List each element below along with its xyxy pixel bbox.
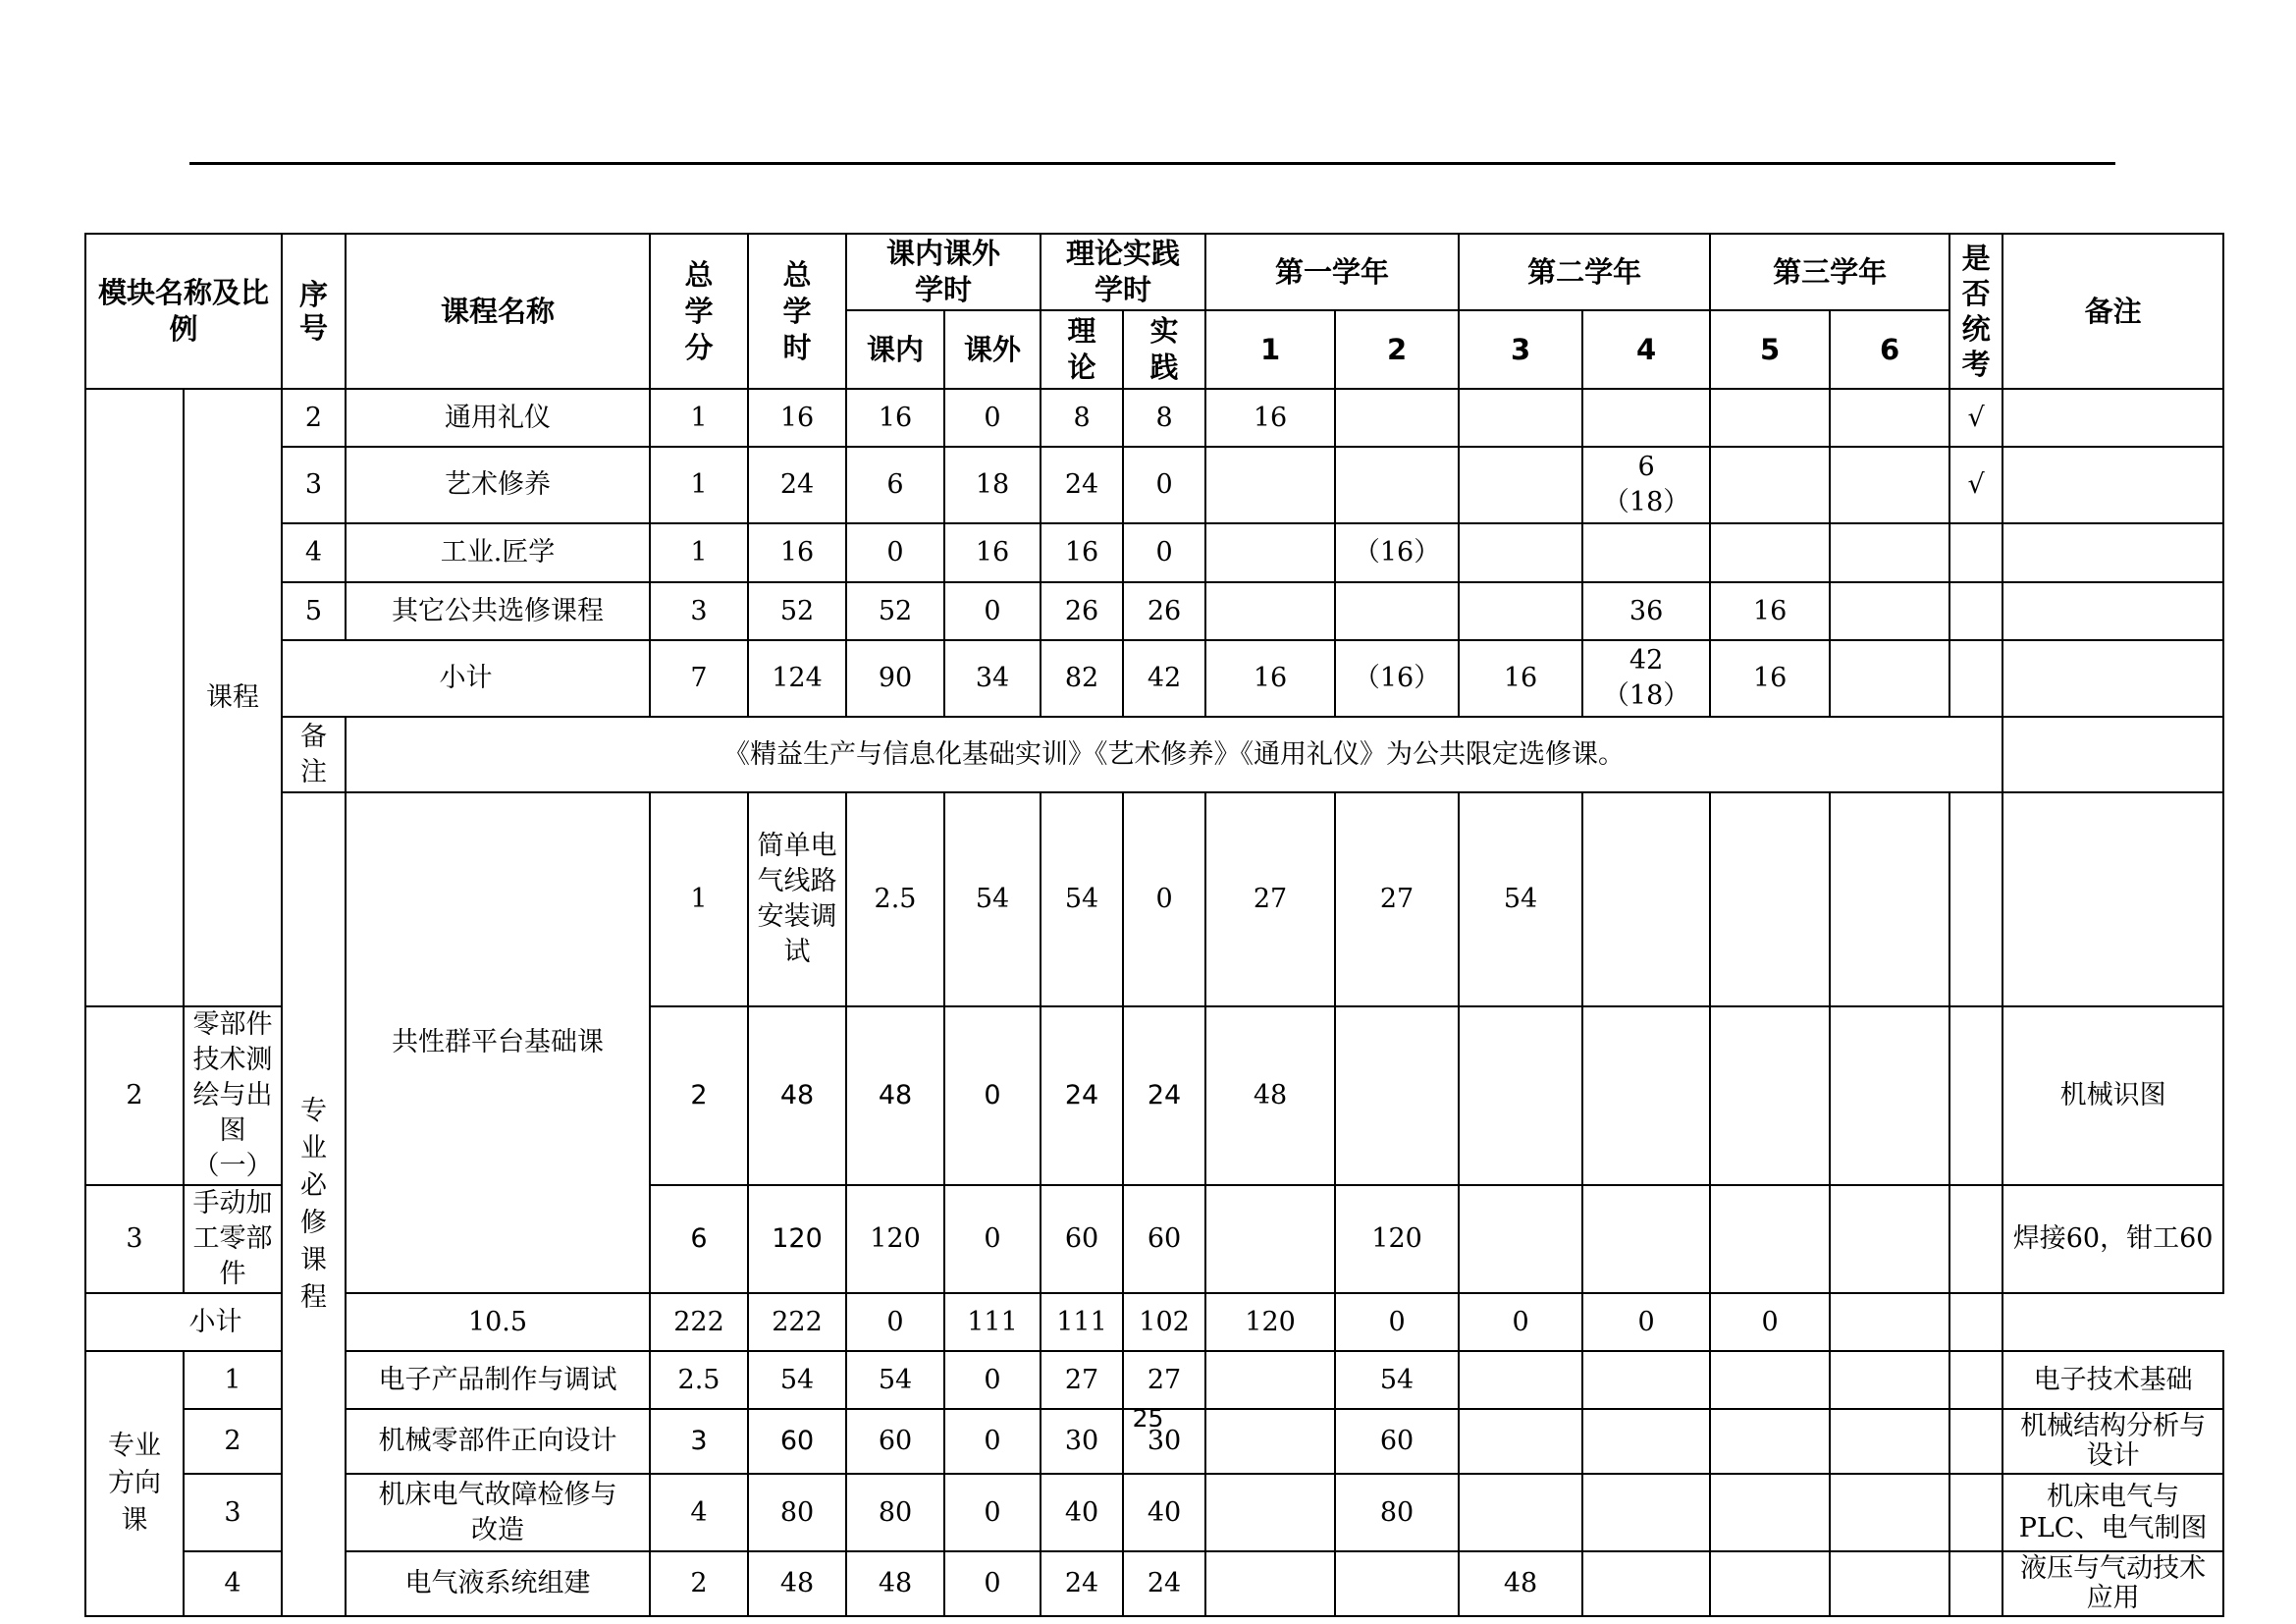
remark-label: 备注 (282, 717, 346, 792)
table-row (85, 1474, 2223, 1551)
header-total-credits: 总学分 (650, 234, 748, 389)
sem5-cell (1710, 1474, 1830, 1551)
out-class-cell: 0 (944, 1351, 1041, 1409)
course-name-cell: 通用礼仪 (346, 389, 650, 447)
in-class-cell: 48 (846, 1551, 944, 1616)
sem2-cell: （16） (1335, 523, 1459, 582)
note-line-1: 机床电气与 (2047, 1481, 2180, 1512)
hours-cell: 48 (748, 1006, 846, 1185)
note-cell (2002, 640, 2223, 717)
sem1-cell (1205, 447, 1335, 523)
sem5-cell (1710, 523, 1830, 582)
exam-cell (1949, 1351, 2002, 1409)
theory-cell: 24 (1041, 1006, 1123, 1185)
note-cell (2002, 389, 2223, 447)
theory-cell: 16 (1041, 523, 1123, 582)
seq-cell: 4 (184, 1551, 282, 1616)
in-class-cell: 80 (846, 1474, 944, 1551)
note-line-2: PLC、电气制图 (2018, 1512, 2208, 1543)
course-name-cell: 机械零部件正向设计 (346, 1409, 650, 1474)
seq-cell: 3 (85, 1185, 184, 1293)
in-class-cell: 6 (846, 447, 944, 523)
sem4-value: 6 (1637, 452, 1655, 482)
sem1-cell: 16 (1205, 389, 1335, 447)
sem3-cell (1459, 1351, 1582, 1409)
note-cell (2002, 1474, 2223, 1551)
hours-cell: 222 (650, 1293, 748, 1351)
subtotal-label: 小计 (282, 640, 650, 717)
sem1-cell (1205, 1351, 1335, 1409)
exam-cell (1830, 1293, 1949, 1351)
credits-cell: 1 (650, 447, 748, 523)
in-class-cell: 54 (1041, 792, 1123, 1006)
subtotal-row (85, 1293, 2223, 1351)
credits-cell: 7 (650, 640, 748, 717)
course-name-line-1: 零部件技术测绘与出 (192, 1009, 273, 1110)
hours-cell: 16 (748, 523, 846, 582)
out-class-cell: 0 (944, 582, 1041, 640)
credits-cell: 2 (650, 1006, 748, 1185)
course-name-cell: 工业.匠学 (346, 523, 650, 582)
theory-cell: 40 (1041, 1474, 1123, 1551)
out-class-cell: 0 (944, 1185, 1041, 1293)
sem1-cell (1205, 523, 1335, 582)
exam-cell (1949, 582, 2002, 640)
out-class-cell: 18 (944, 447, 1041, 523)
subtotal-label: 小计 (85, 1293, 346, 1351)
course-name-line-2: 改造 (471, 1514, 525, 1545)
header-out-class: 课外 (944, 310, 1041, 389)
theory-cell: 8 (1041, 389, 1123, 447)
header-sem3: 3 (1459, 310, 1582, 389)
practice-cell: 24 (1123, 1551, 1205, 1616)
in-class-cell: 222 (748, 1293, 846, 1351)
header-module: 模块名称及比例 (85, 234, 282, 389)
note-line-1: 机械结构分析与 (2020, 1411, 2207, 1441)
sem4-cell (1582, 1474, 1710, 1551)
sem4-cell (1582, 1006, 1710, 1185)
table-row (85, 523, 2223, 582)
course-name-cell: 手动加工零部件 (184, 1185, 282, 1293)
sem4-cell (1830, 792, 1949, 1006)
table-row (85, 582, 2223, 640)
sem4-cell: 0 (1459, 1293, 1582, 1351)
theory-cell: 60 (1041, 1185, 1123, 1293)
sem4-cell (1582, 523, 1710, 582)
sem2-cell (1335, 389, 1459, 447)
sem5-cell (1710, 1185, 1830, 1293)
practice-cell: 24 (1123, 1006, 1205, 1185)
credits-cell: 3 (650, 1409, 748, 1474)
category-cell: 课程 (184, 389, 282, 1006)
sem5-cell (1710, 1551, 1830, 1616)
sem6-cell (1830, 1474, 1949, 1551)
exam-cell: √ (1949, 389, 2002, 447)
credits-cell: 6 (650, 1185, 748, 1293)
note-cell: 焊接60，钳工60 (2002, 1185, 2223, 1293)
header-year3: 第三学年 (1710, 234, 1949, 310)
practice-cell: 27 (1335, 792, 1459, 1006)
seq-cell: 2 (85, 1006, 184, 1185)
hours-cell: 24 (748, 447, 846, 523)
header-practice: 实践 (1123, 310, 1205, 389)
theory-cell: 111 (944, 1293, 1041, 1351)
sem1-cell: 54 (1459, 792, 1582, 1006)
in-class-cell: 90 (846, 640, 944, 717)
practice-cell: 27 (1123, 1351, 1205, 1409)
module-cell: 专业必修课程 (282, 792, 346, 1616)
header-year2: 第二学年 (1459, 234, 1710, 310)
course-name-line-2: 图（一） (192, 1115, 273, 1181)
hours-cell: 120 (748, 1185, 846, 1293)
subtotal-row (85, 640, 2223, 717)
note-line-2: 应用 (2086, 1583, 2140, 1613)
note-cell: 电子技术基础 (2002, 1351, 2223, 1409)
header-remarks: 备注 (2002, 234, 2223, 389)
sem4-extra-value: （18） (1602, 487, 1690, 517)
out-class-cell: 0 (944, 1006, 1041, 1185)
category-cell: 专业方向课 (85, 1351, 184, 1616)
note-cell: 机械识图 (2002, 1006, 2223, 1185)
course-name-cell: 电气液系统组建 (346, 1551, 650, 1616)
sem2-cell (1335, 582, 1459, 640)
exam-cell: √ (1949, 447, 2002, 523)
sem5-cell: 16 (1710, 640, 1830, 717)
sem5-cell (1710, 1006, 1830, 1185)
page-number: 25 (1132, 1404, 1164, 1433)
exam-cell (2002, 717, 2223, 792)
sem1-cell (1205, 582, 1335, 640)
sem6-cell (1830, 1551, 1949, 1616)
practice-cell: 111 (1041, 1293, 1123, 1351)
table-row (85, 389, 2223, 447)
sem6-cell (2002, 792, 2223, 1006)
header-theory: 理论 (1041, 310, 1123, 389)
sem5-cell: 0 (1582, 1293, 1710, 1351)
practice-cell: 26 (1123, 582, 1205, 640)
sem6-cell (1830, 447, 1949, 523)
header-inout-hours: 课内课外学时 (846, 234, 1041, 310)
course-name-line-2: 试 (783, 937, 811, 967)
out-class-cell: 0 (1123, 792, 1205, 1006)
sem5-cell: 16 (1710, 582, 1830, 640)
in-class-cell: 48 (846, 1006, 944, 1185)
header-rule (189, 162, 2115, 165)
sem4-cell (1582, 1351, 1710, 1409)
seq-cell: 1 (650, 792, 748, 1006)
sem2-cell (1582, 792, 1710, 1006)
header-seq: 序号 (282, 234, 346, 389)
sem5-cell (1710, 389, 1830, 447)
in-class-cell: 120 (846, 1185, 944, 1293)
sem4-cell (1582, 447, 1710, 523)
sem4-cell (1582, 1185, 1710, 1293)
note-cell (1949, 1293, 2002, 1351)
sem3-cell (1459, 447, 1582, 523)
course-name-cell (184, 1006, 282, 1185)
sem6-cell (1830, 389, 1949, 447)
exam-cell (1949, 640, 2002, 717)
theory-cell: 27 (1041, 1351, 1123, 1409)
note-cell (2002, 1551, 2223, 1616)
theory-cell: 26 (1041, 582, 1123, 640)
sem1-cell (1205, 1474, 1335, 1551)
sem1-cell (1205, 1551, 1335, 1616)
credits-cell: 3 (650, 582, 748, 640)
sem6-cell (1830, 1185, 1949, 1293)
sem2-cell: 120 (1205, 1293, 1335, 1351)
hours-cell: 124 (748, 640, 846, 717)
note-line-1: 液压与气动技术 (2020, 1553, 2207, 1584)
theory-cell: 82 (1041, 640, 1123, 717)
sem6-cell (1830, 1351, 1949, 1409)
sem3-cell (1459, 523, 1582, 582)
in-class-cell: 0 (846, 523, 944, 582)
seq-cell: 5 (282, 582, 346, 640)
out-class-cell: 16 (944, 523, 1041, 582)
theory-cell: 24 (1041, 1551, 1123, 1616)
credits-cell: 1 (650, 523, 748, 582)
header-course-name: 课程名称 (346, 234, 650, 389)
practice-cell: 0 (1123, 447, 1205, 523)
note-line-2: 设计 (2086, 1440, 2140, 1471)
seq-cell: 2 (184, 1409, 282, 1474)
header-sem2: 2 (1335, 310, 1459, 389)
header-sem4: 4 (1582, 310, 1710, 389)
module-cell-empty (85, 389, 184, 1006)
note-cell (2002, 582, 2223, 640)
sem2-cell: 120 (1335, 1185, 1459, 1293)
exam-cell (1949, 1474, 2002, 1551)
sem5-cell (1710, 447, 1830, 523)
sem2-cell (1335, 1551, 1459, 1616)
out-class-cell: 0 (944, 389, 1041, 447)
seq-cell: 1 (184, 1351, 282, 1409)
seq-cell: 3 (184, 1474, 282, 1551)
course-name-cell: 其它公共选修课程 (346, 582, 650, 640)
credits-cell: 2.5 (846, 792, 944, 1006)
seq-cell: 3 (282, 447, 346, 523)
hours-cell: 80 (748, 1474, 846, 1551)
header-sem6: 6 (1830, 310, 1949, 389)
practice-cell: 8 (1123, 389, 1205, 447)
hours-cell: 48 (748, 1551, 846, 1616)
credits-cell: 10.5 (346, 1293, 650, 1351)
sem2-cell (1335, 447, 1459, 523)
header-total-hours: 总学时 (748, 234, 846, 389)
course-name-cell (748, 792, 846, 1006)
sem1-cell (1205, 1185, 1335, 1293)
sem3-cell: 48 (1459, 1551, 1582, 1616)
in-class-cell: 54 (846, 1351, 944, 1409)
sem4-value: 42 (1629, 645, 1664, 676)
sem2-cell (1335, 1006, 1459, 1185)
note-cell (2002, 523, 2223, 582)
course-name-line-1: 机床电气故障检修与 (378, 1479, 617, 1510)
course-name-cell: 电子产品制作与调试 (346, 1351, 650, 1409)
sem4-cell: 36 (1582, 582, 1710, 640)
seq-cell: 4 (282, 523, 346, 582)
sem2-cell: 80 (1335, 1474, 1459, 1551)
credits-cell: 4 (650, 1474, 748, 1551)
sem2-cell: （16） (1335, 640, 1459, 717)
header-exam: 是否统考 (1949, 234, 2002, 389)
exam-cell (1949, 1006, 2002, 1185)
seq-cell: 2 (282, 389, 346, 447)
sem1-cell: 102 (1123, 1293, 1205, 1351)
table-row (85, 1351, 2223, 1409)
hours-cell: 60 (748, 1409, 846, 1474)
header-sem1: 1 (1205, 310, 1335, 389)
out-class-cell: 34 (944, 640, 1041, 717)
practice-cell: 0 (1123, 523, 1205, 582)
sem4-cell (1582, 389, 1710, 447)
sem6-cell: 0 (1710, 1293, 1830, 1351)
in-class-cell: 52 (846, 582, 944, 640)
sem3-cell: 16 (1459, 640, 1582, 717)
in-class-cell: 16 (846, 389, 944, 447)
sem3-cell (1459, 1474, 1582, 1551)
table-row (85, 792, 2223, 1006)
table-row (85, 447, 2223, 523)
credits-cell: 2.5 (650, 1351, 748, 1409)
sem6-cell (1830, 1006, 1949, 1185)
practice-cell: 30 (1123, 1409, 1205, 1474)
sem5-cell (1949, 792, 2002, 1006)
hours-cell: 54 (944, 792, 1041, 1006)
out-class-cell: 0 (944, 1474, 1041, 1551)
sem3-cell (1459, 1185, 1582, 1293)
exam-cell (1949, 523, 2002, 582)
sem3-cell (1710, 792, 1830, 1006)
course-name-line-1: 简单电气线路安装调 (757, 831, 837, 932)
sem1-cell: 48 (1205, 1006, 1335, 1185)
header-in-class: 课内 (846, 310, 944, 389)
header-theory-practice: 理论实践学时 (1041, 234, 1205, 310)
note-cell (2002, 447, 2223, 523)
sem4-cell (1582, 640, 1710, 717)
in-class-cell: 60 (846, 1409, 944, 1474)
credits-cell: 2 (650, 1551, 748, 1616)
practice-cell: 40 (1123, 1474, 1205, 1551)
sem3-cell (1459, 389, 1582, 447)
sem2-cell: 54 (1335, 1351, 1459, 1409)
header-sem5: 5 (1710, 310, 1830, 389)
sem3-cell: 0 (1335, 1293, 1459, 1351)
out-class-cell: 0 (944, 1409, 1041, 1474)
out-class-cell: 0 (846, 1293, 944, 1351)
remark-row (85, 717, 2223, 792)
hours-cell: 54 (748, 1351, 846, 1409)
out-class-cell: 0 (944, 1551, 1041, 1616)
practice-cell: 60 (1123, 1185, 1205, 1293)
theory-cell: 30 (1041, 1409, 1123, 1474)
course-name-cell: 艺术修养 (346, 447, 650, 523)
sem2-cell: 60 (1335, 1409, 1459, 1474)
exam-cell (1949, 1185, 2002, 1293)
sem5-cell (1710, 1351, 1830, 1409)
theory-cell: 27 (1205, 792, 1335, 1006)
sem4-cell (1582, 1551, 1710, 1616)
table-row (85, 1551, 2223, 1616)
practice-cell: 42 (1123, 640, 1205, 717)
sem4-extra-value: （18） (1602, 680, 1690, 711)
sem6-cell (1830, 523, 1949, 582)
category-cell: 共性群平台基础课 (346, 792, 650, 1293)
hours-cell: 52 (748, 582, 846, 640)
sem6-cell (1830, 640, 1949, 717)
sem1-cell: 16 (1205, 640, 1335, 717)
sem3-cell (1459, 1006, 1582, 1185)
hours-cell: 16 (748, 389, 846, 447)
exam-cell (1949, 1551, 2002, 1616)
credits-cell: 1 (650, 389, 748, 447)
header-year1: 第一学年 (1205, 234, 1459, 310)
sem3-cell (1459, 582, 1582, 640)
course-name-cell (346, 1474, 650, 1551)
theory-cell: 24 (1041, 447, 1123, 523)
sem6-cell (1830, 582, 1949, 640)
remark-text: 《精益生产与信息化基础实训》《艺术修养》《通用礼仪》为公共限定选修课。 (346, 717, 2002, 792)
